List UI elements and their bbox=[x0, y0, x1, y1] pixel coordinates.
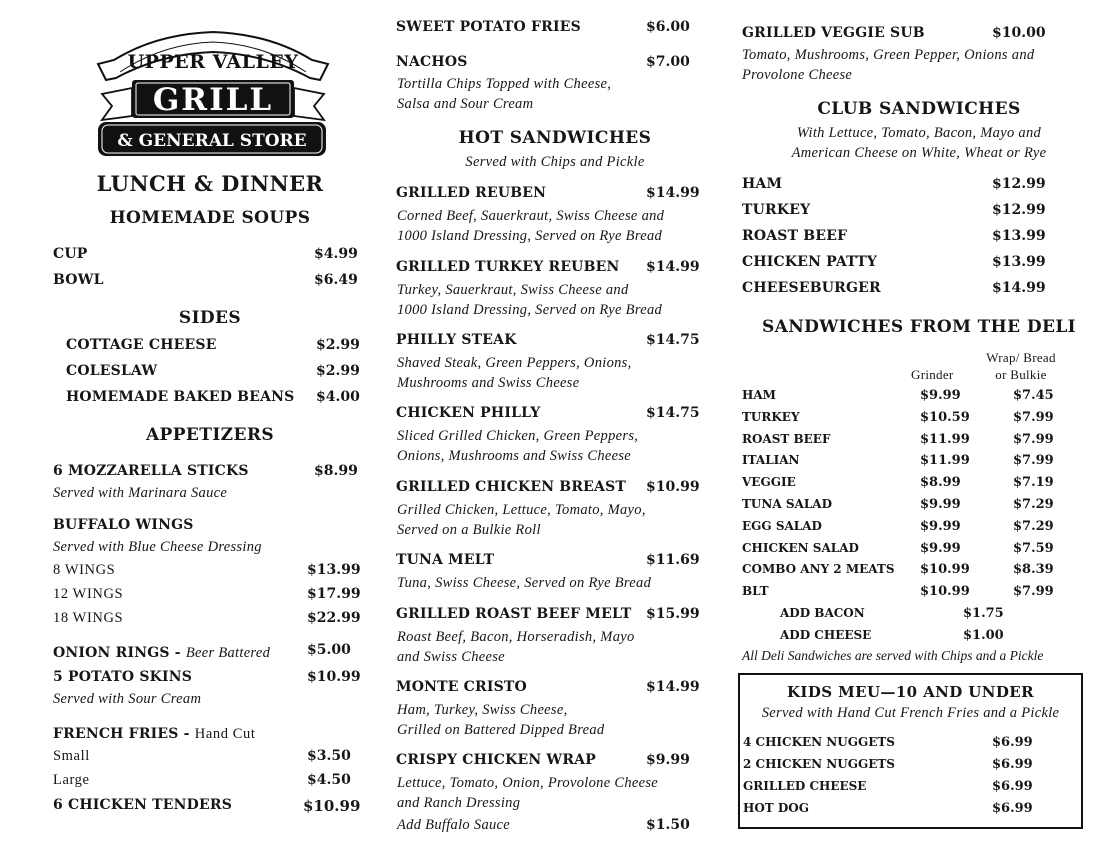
deli-item-grinder-price: $8.99 bbox=[920, 475, 961, 491]
side-beans-name: HOMEMADE BAKED BEANS bbox=[66, 389, 295, 405]
potato-skins-price: $10.99 bbox=[307, 669, 361, 685]
deli-item-wrap-price: $7.99 bbox=[1013, 409, 1054, 425]
hot-item-name: GRILLED ROAST BEEF MELT bbox=[396, 606, 632, 622]
addon-cheese-price: $1.00 bbox=[963, 628, 1004, 643]
club-heading: CLUB SANDWICHES bbox=[817, 99, 1021, 119]
deli-item-wrap-price: $7.99 bbox=[1013, 431, 1054, 447]
side-cottage-price: $2.99 bbox=[316, 337, 360, 353]
hot-item-desc: Grilled on Battered Dipped Bread bbox=[397, 722, 605, 738]
deli-item-wrap-price: $7.29 bbox=[1013, 497, 1054, 512]
hot-item-desc: 1000 Island Dressing, Served on Rye Bread bbox=[397, 228, 663, 244]
wings-12-name: 12 WINGS bbox=[53, 586, 124, 602]
deli-item-grinder-price: $11.99 bbox=[920, 453, 970, 469]
kids-item-name: HOT DOG bbox=[743, 801, 810, 815]
hot-item-desc: and Swiss Cheese bbox=[397, 649, 505, 665]
deli-item-name: ROAST BEEF bbox=[742, 431, 831, 446]
club-item-price: $12.99 bbox=[992, 176, 1046, 192]
hot-item-desc: Mushrooms and Swiss Cheese bbox=[397, 375, 580, 391]
kids-item-price: $6.99 bbox=[992, 801, 1033, 816]
nachos-desc2: Salsa and Sour Cream bbox=[397, 96, 534, 112]
deli-item-wrap-price: $7.99 bbox=[1013, 584, 1054, 600]
deli-item-name: TURKEY bbox=[742, 409, 800, 424]
veggie-sub-desc1: Tomato, Mushrooms, Green Pepper, Onions and bbox=[742, 47, 1035, 63]
club-item-name: CHICKEN PATTY bbox=[742, 254, 878, 270]
hot-item-desc: Corned Beef, Sauerkraut, Swiss Cheese and bbox=[397, 208, 665, 224]
hot-item-desc: and Ranch Dressing bbox=[397, 795, 521, 811]
deli-item-wrap-price: $7.29 bbox=[1013, 518, 1054, 534]
deli-col-wrap-line2: or Bulkie bbox=[995, 367, 1047, 382]
deli-item-grinder-price: $10.59 bbox=[920, 409, 970, 425]
side-coleslaw-price: $2.99 bbox=[316, 363, 360, 379]
club-item-name: ROAST BEEF bbox=[742, 228, 848, 244]
potato-skins-name: 5 POTATO SKINS bbox=[53, 669, 193, 685]
hot-item-name: PHILLY STEAK bbox=[396, 332, 517, 348]
appetizers-heading: APPETIZERS bbox=[145, 425, 275, 445]
menu-title: LUNCH & DINNER bbox=[96, 171, 324, 196]
deli-item-wrap-price: $7.45 bbox=[1013, 388, 1054, 403]
wings-desc: Served with Blue Cheese Dressing bbox=[53, 539, 262, 555]
mozz-desc: Served with Marinara Sauce bbox=[53, 485, 228, 501]
veggie-sub-desc2: Provolone Cheese bbox=[742, 67, 853, 83]
soups-heading: HOMEMADE SOUPS bbox=[109, 208, 311, 228]
hot-item-desc: Grilled Chicken, Lettuce, Tomato, Mayo, bbox=[397, 502, 646, 518]
hot-sandwiches-heading: HOT SANDWICHES bbox=[458, 128, 652, 148]
soup-cup-name: CUP bbox=[53, 246, 88, 262]
deli-item-name: EGG SALAD bbox=[742, 518, 822, 533]
fries-small-price: $3.50 bbox=[307, 748, 351, 764]
hot-item-price: $10.99 bbox=[646, 479, 700, 495]
hot-item-name: GRILLED REUBEN bbox=[396, 185, 547, 201]
wings-8-name: 8 WINGS bbox=[53, 562, 116, 578]
side-cottage-name: COTTAGE CHEESE bbox=[66, 337, 217, 353]
hot-item-desc: Tuna, Swiss Cheese, Served on Rye Bread bbox=[397, 575, 652, 591]
hot-item-desc: Shaved Steak, Green Peppers, Onions, bbox=[397, 355, 632, 371]
logo-line1: UPPER VALLEY bbox=[127, 51, 299, 73]
fries-small-name: Small bbox=[53, 748, 90, 764]
hot-item-price: $15.99 bbox=[646, 606, 700, 622]
addon-bacon-name: ADD BACON bbox=[780, 606, 865, 620]
hot-item-desc: Ham, Turkey, Swiss Cheese, bbox=[397, 702, 568, 718]
hot-item-name: CRISPY CHICKEN WRAP bbox=[396, 752, 596, 768]
fries-large-name: Large bbox=[53, 772, 90, 788]
wings-8-price: $13.99 bbox=[307, 562, 361, 578]
hot-item-price: $14.99 bbox=[646, 679, 700, 695]
side-beans-price: $4.00 bbox=[316, 389, 360, 405]
kids-heading: KIDS MEU—10 AND UNDER bbox=[786, 683, 1034, 701]
buffalo-sauce-name: Add Buffalo Sauce bbox=[397, 817, 511, 833]
potato-skins-desc: Served with Sour Cream bbox=[53, 691, 202, 707]
club-item-name: TURKEY bbox=[742, 202, 811, 218]
sides-heading: SIDES bbox=[178, 308, 242, 328]
deli-item-name: BLT bbox=[742, 584, 769, 599]
hot-item-price: $14.99 bbox=[646, 259, 700, 275]
veggie-sub-price: $10.00 bbox=[992, 25, 1046, 41]
hot-item-price: $14.75 bbox=[646, 405, 700, 421]
deli-item-wrap-price: $7.99 bbox=[1013, 453, 1054, 469]
deli-note: All Deli Sandwiches are served with Chips and a Pickle bbox=[742, 648, 1044, 663]
club-item-price: $13.99 bbox=[992, 228, 1046, 244]
kids-item-name: 2 CHICKEN NUGGETS bbox=[743, 757, 895, 771]
deli-item-grinder-price: $10.99 bbox=[920, 584, 970, 600]
club-item-name: HAM bbox=[742, 176, 783, 192]
deli-item-grinder-price: $9.99 bbox=[920, 540, 961, 556]
club-item-name: CHEESEBURGER bbox=[742, 280, 881, 296]
hot-item-price: $9.99 bbox=[646, 752, 690, 768]
hot-item-desc: 1000 Island Dressing, Served on Rye Bread bbox=[397, 302, 663, 318]
kids-item-price: $6.99 bbox=[992, 735, 1033, 750]
deli-col-grinder: Grinder bbox=[911, 367, 954, 382]
deli-item-grinder-price: $10.99 bbox=[920, 562, 970, 578]
onion-rings-row bbox=[53, 642, 270, 662]
deli-item-name: COMBO ANY 2 MEATS bbox=[742, 562, 895, 577]
hot-item-name: MONTE CRISTO bbox=[396, 679, 527, 695]
sweet-potato-name: SWEET POTATO FRIES bbox=[396, 19, 581, 35]
deli-item-name: ITALIAN bbox=[742, 453, 800, 468]
hot-item-desc: Turkey, Sauerkraut, Swiss Cheese and bbox=[397, 282, 629, 298]
wings-18-price: $22.99 bbox=[307, 610, 361, 626]
hot-item-desc: Sliced Grilled Chicken, Green Peppers, bbox=[397, 428, 639, 444]
hot-item-price: $14.75 bbox=[646, 332, 700, 348]
kids-item-price: $6.99 bbox=[992, 757, 1033, 772]
fries-large-price: $4.50 bbox=[307, 772, 351, 788]
kids-item-name: 4 CHICKEN NUGGETS bbox=[743, 735, 895, 749]
club-item-price: $12.99 bbox=[992, 202, 1046, 218]
logo-line3: & GENERAL STORE bbox=[117, 131, 307, 151]
veggie-sub-name: GRILLED VEGGIE SUB bbox=[742, 25, 925, 41]
mozz-price: $8.99 bbox=[314, 463, 358, 479]
club-item-price: $13.99 bbox=[992, 254, 1046, 270]
logo-line2: GRILL bbox=[152, 82, 274, 118]
deli-item-name: VEGGIE bbox=[742, 475, 796, 490]
hot-item-desc: Served on a Bulkie Roll bbox=[397, 522, 541, 538]
hot-item-name: CHICKEN PHILLY bbox=[396, 405, 541, 421]
hot-item-name: GRILLED CHICKEN BREAST bbox=[396, 479, 627, 495]
deli-item-name: TUNA SALAD bbox=[742, 497, 832, 511]
kids-item-price: $6.99 bbox=[992, 779, 1033, 794]
nachos-desc1: Tortilla Chips Topped with Cheese, bbox=[397, 76, 612, 92]
deli-item-name: HAM bbox=[742, 388, 776, 402]
fries-row bbox=[53, 723, 256, 743]
deli-item-wrap-price: $7.19 bbox=[1013, 475, 1054, 491]
side-coleslaw-name: COLESLAW bbox=[66, 363, 158, 379]
tenders-price: $10.99 bbox=[303, 797, 361, 815]
deli-item-grinder-price: $11.99 bbox=[920, 431, 970, 447]
club-sub1: With Lettuce, Tomato, Bacon, Mayo and bbox=[796, 125, 1042, 141]
wings-12-price: $17.99 bbox=[307, 586, 361, 602]
mozz-name: 6 MOZZARELLA STICKS bbox=[53, 463, 249, 479]
deli-col-wrap-line1: Wrap/ Bread bbox=[986, 350, 1056, 365]
soup-bowl-name: BOWL bbox=[53, 272, 104, 288]
tenders-name: 6 CHICKEN TENDERS bbox=[53, 797, 233, 813]
hot-item-desc: Roast Beef, Bacon, Horseradish, Mayo bbox=[397, 629, 635, 645]
kids-sub: Served with Hand Cut French Fries and a Pickle bbox=[761, 705, 1060, 721]
hot-item-name: TUNA MELT bbox=[396, 552, 495, 568]
hot-item-price: $14.99 bbox=[646, 185, 700, 201]
deli-item-wrap-price: $8.39 bbox=[1013, 562, 1054, 578]
deli-heading: SANDWICHES FROM THE DELI bbox=[761, 317, 1077, 337]
onion-rings-name: ONION RINGS - bbox=[53, 645, 186, 661]
addon-bacon-price: $1.75 bbox=[963, 606, 1004, 621]
soup-cup-price: $4.99 bbox=[314, 246, 358, 262]
deli-item-grinder-price: $9.99 bbox=[920, 518, 961, 534]
deli-item-name: CHICKEN SALAD bbox=[742, 540, 859, 555]
soup-bowl-price: $6.49 bbox=[314, 272, 358, 288]
addon-cheese-name: ADD CHEESE bbox=[780, 628, 872, 642]
fries-note: Hand Cut bbox=[194, 726, 256, 742]
nachos-name: NACHOS bbox=[396, 54, 468, 70]
hot-item-name: GRILLED TURKEY REUBEN bbox=[396, 259, 620, 275]
sweet-potato-price: $6.00 bbox=[646, 19, 690, 35]
hot-item-desc: Lettuce, Tomato, Onion, Provolone Cheese bbox=[397, 775, 659, 791]
hot-item-desc: Onions, Mushrooms and Swiss Cheese bbox=[397, 448, 632, 464]
deli-item-grinder-price: $9.99 bbox=[920, 497, 961, 512]
store-logo bbox=[96, 28, 330, 162]
fries-name: FRENCH FRIES - bbox=[53, 726, 195, 742]
nachos-price: $7.00 bbox=[646, 54, 690, 70]
club-sub2: American Cheese on White, Wheat or Rye bbox=[791, 145, 1047, 161]
deli-item-grinder-price: $9.99 bbox=[920, 388, 961, 403]
deli-item-wrap-price: $7.59 bbox=[1013, 540, 1054, 556]
hot-item-price: $11.69 bbox=[646, 552, 700, 568]
hot-sandwiches-sub: Served with Chips and Pickle bbox=[465, 154, 645, 170]
wings-name: BUFFALO WINGS bbox=[53, 517, 194, 533]
kids-item-name: GRILLED CHEESE bbox=[743, 779, 867, 793]
club-item-price: $14.99 bbox=[992, 280, 1046, 296]
onion-rings-price: $5.00 bbox=[307, 642, 351, 658]
wings-18-name: 18 WINGS bbox=[53, 610, 124, 626]
buffalo-sauce-price: $1.50 bbox=[646, 817, 690, 833]
onion-rings-note: Beer Battered bbox=[185, 645, 271, 661]
